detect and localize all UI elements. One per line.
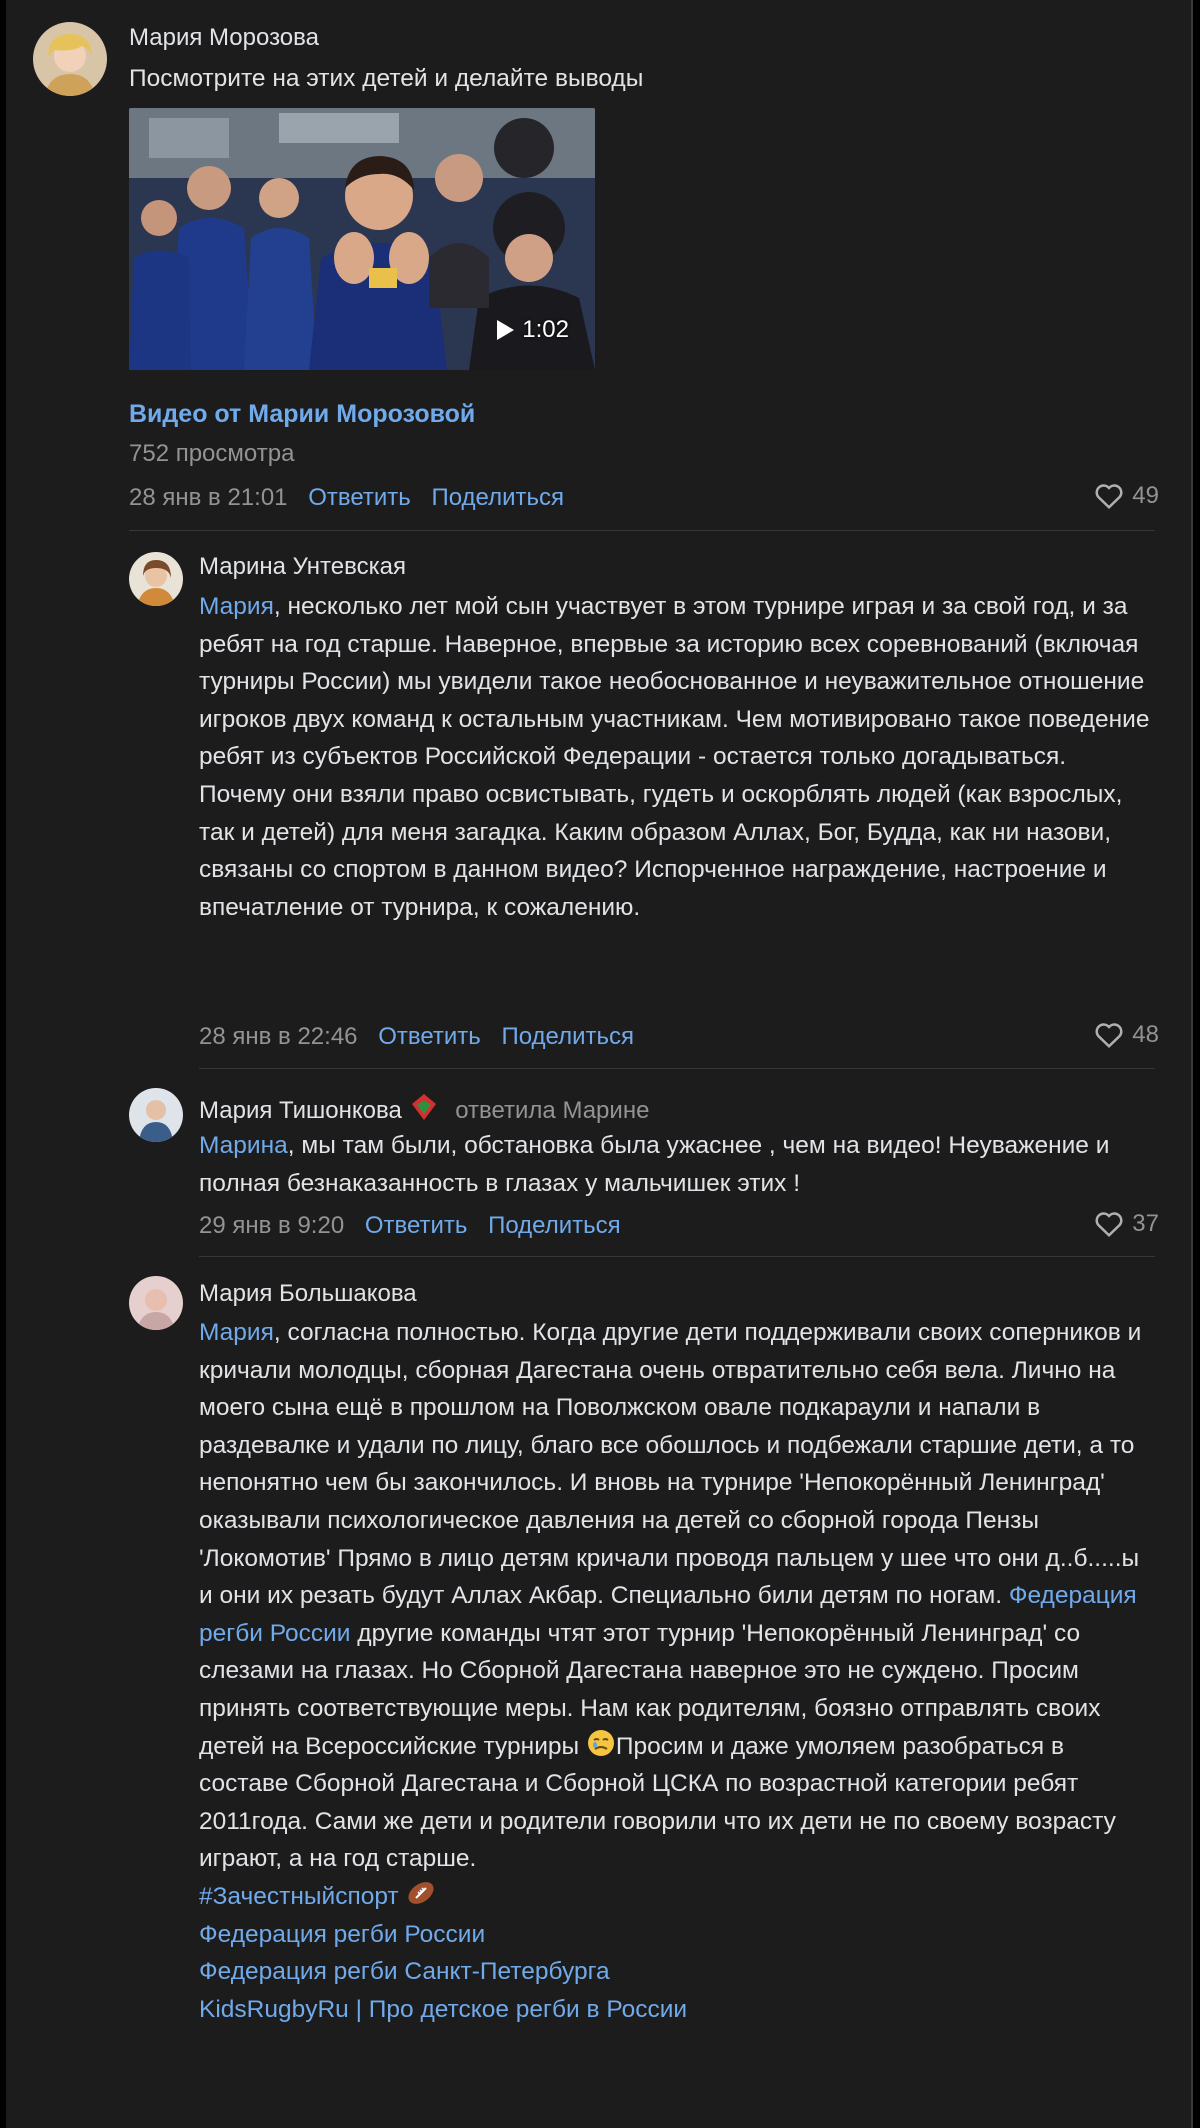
mention-link[interactable]: Мария [199,593,274,620]
avatar-photo [129,1088,183,1142]
reply-button[interactable]: Ответить [364,1212,468,1239]
lokomotiv-badge-icon [409,1092,439,1122]
duration-label: 1:02 [522,316,569,343]
sad-face-icon [586,1728,616,1758]
federation-link[interactable]: Федерация регби России [199,1920,486,1948]
comment-author[interactable]: Марина Унтевская [199,553,406,580]
comment-author[interactable]: Мария Морозова [129,24,319,51]
avatar-photo [129,552,183,606]
comment-body-end: Просим и даже умоляем разобраться в составе Сборной Дагестана и Сборной ЦСКА по возрастной категории ребят 2011года. Сами же дети и родители говорили что их дети не по своему возрасту играют, а на год старше. [199,1732,1116,1873]
like-count: 37 [1132,1210,1159,1237]
comment-meta [199,1023,634,1051]
reply-button[interactable]: Ответить [378,1023,481,1050]
share-button[interactable]: Поделиться [431,484,564,511]
comments-panel [6,0,1193,2128]
rugby-ball-icon [405,1878,437,1908]
share-button[interactable]: Поделиться [501,1023,634,1050]
like-count: 49 [1132,482,1159,509]
avatar-photo [33,22,107,96]
comment-meta [129,484,564,512]
author-name[interactable]: Мария Тишонкова [199,1097,402,1124]
like-count: 48 [1132,1021,1159,1048]
avatar[interactable] [33,22,107,96]
comment-body-cont: другие команды чтят этот турнир 'Непокорённый Ленинград' со слезами на глазах. Но Сборной Дагестана наверное это не суждено. Просим принять соответствующие меры. Нам как родителям, боязно отправлять своих детей на Всероссийские турниры [199,1619,1101,1760]
heart-icon [1094,482,1124,510]
avatar-photo [129,1276,183,1330]
comment-divider [199,1068,1155,1069]
video-views: 752 просмотра [129,440,295,467]
comment-body: , мы там были, обстановка была ужаснее , чем на видео! Неуважение и полная безнаказанность в глазах у мальчишек этих ! [199,1132,1110,1197]
video-thumbnail[interactable] [129,108,595,370]
reply-button[interactable]: Ответить [308,484,411,511]
like-button[interactable] [1094,1210,1159,1238]
comment-divider [129,530,1155,531]
replied-to[interactable]: ответила Марине [455,1097,650,1124]
comment-date[interactable]: 28 янв в 21:01 [129,484,288,511]
avatar[interactable] [129,1088,183,1142]
kidsrugby-link[interactable]: KidsRugbyRu | Про детское регби в России [199,1995,688,2023]
scrollbar-track[interactable] [1191,0,1193,2128]
like-button[interactable] [1094,1021,1159,1049]
spb-federation-link[interactable]: Федерация регби Санкт-Петербурга [199,1958,610,1986]
hashtag-link[interactable]: #Зачестныйспорт [199,1882,399,1910]
comment-author[interactable] [199,1092,649,1125]
video-duration [494,316,569,344]
comment-text [199,1127,1154,1202]
comment-text [199,588,1154,926]
play-icon [494,318,516,342]
comment-meta [199,1212,621,1240]
comment-date[interactable]: 29 янв в 9:20 [199,1212,345,1239]
avatar[interactable] [129,1276,183,1330]
federation-link[interactable]: Федерация регби России [199,1582,1137,1647]
like-button[interactable] [1094,482,1159,510]
heart-icon [1094,1021,1124,1049]
comment-divider [199,1256,1155,1257]
video-title-link[interactable]: Видео от Марии Морозовой [129,400,476,428]
share-button[interactable]: Поделиться [488,1212,621,1239]
comment-body: , согласна полностью. Когда другие дети поддерживали своих соперников и кричали молодцы, сборная Дагестана очень отвратительно себя вела. Лично на моего сына ещё в прошлом на Поволжском овале подкараули и напали в раздевалке и удали по лицу, благо все обошлось и подбежали старшие дети, а то непонятно чем бы закончилось. И вновь на турнире 'Непокорённый Ленинград' оказывали психологическое давления на детей со сборной города Пензы 'Локомотив' Прямо в лицо детям кричали проводя пальцем у шее что они д..б.....ы и они их резать будут Аллах Акбар. Специально били детям по ногам. [199,1319,1142,1610]
comment-author[interactable]: Мария Большакова [199,1280,417,1307]
avatar[interactable] [129,552,183,606]
comment-date[interactable]: 28 янв в 22:46 [199,1023,358,1050]
heart-icon [1094,1210,1124,1238]
mention-link[interactable]: Марина [199,1132,288,1159]
mention-link[interactable]: Мария [199,1319,274,1346]
comment-text [199,1314,1154,2028]
comment-body: , несколько лет мой сын участвует в этом турнире играя и за свой год, и за ребят на год старше. Наверное, впервые за историю всех соревнований (включая турниры России) мы увидели такое необоснованное и неуважительное отношение игроков двух команд к остальным участникам. Чем мотивировано такое поведение ребят из субъектов Российской Федерации - остается только догадываться. Почему они взяли право освистывать, гудеть и оскорблять людей (как взрослых, так и детей) для меня загадка. Каким образом Аллах, Бог, Будда, как ни назови, связаны со спортом в данном видео? Испорченное награждение, настроение и впечатление от турнира, к сожалению. [199,593,1150,921]
comment-text: Посмотрите на этих детей и делайте выводы [129,65,644,92]
